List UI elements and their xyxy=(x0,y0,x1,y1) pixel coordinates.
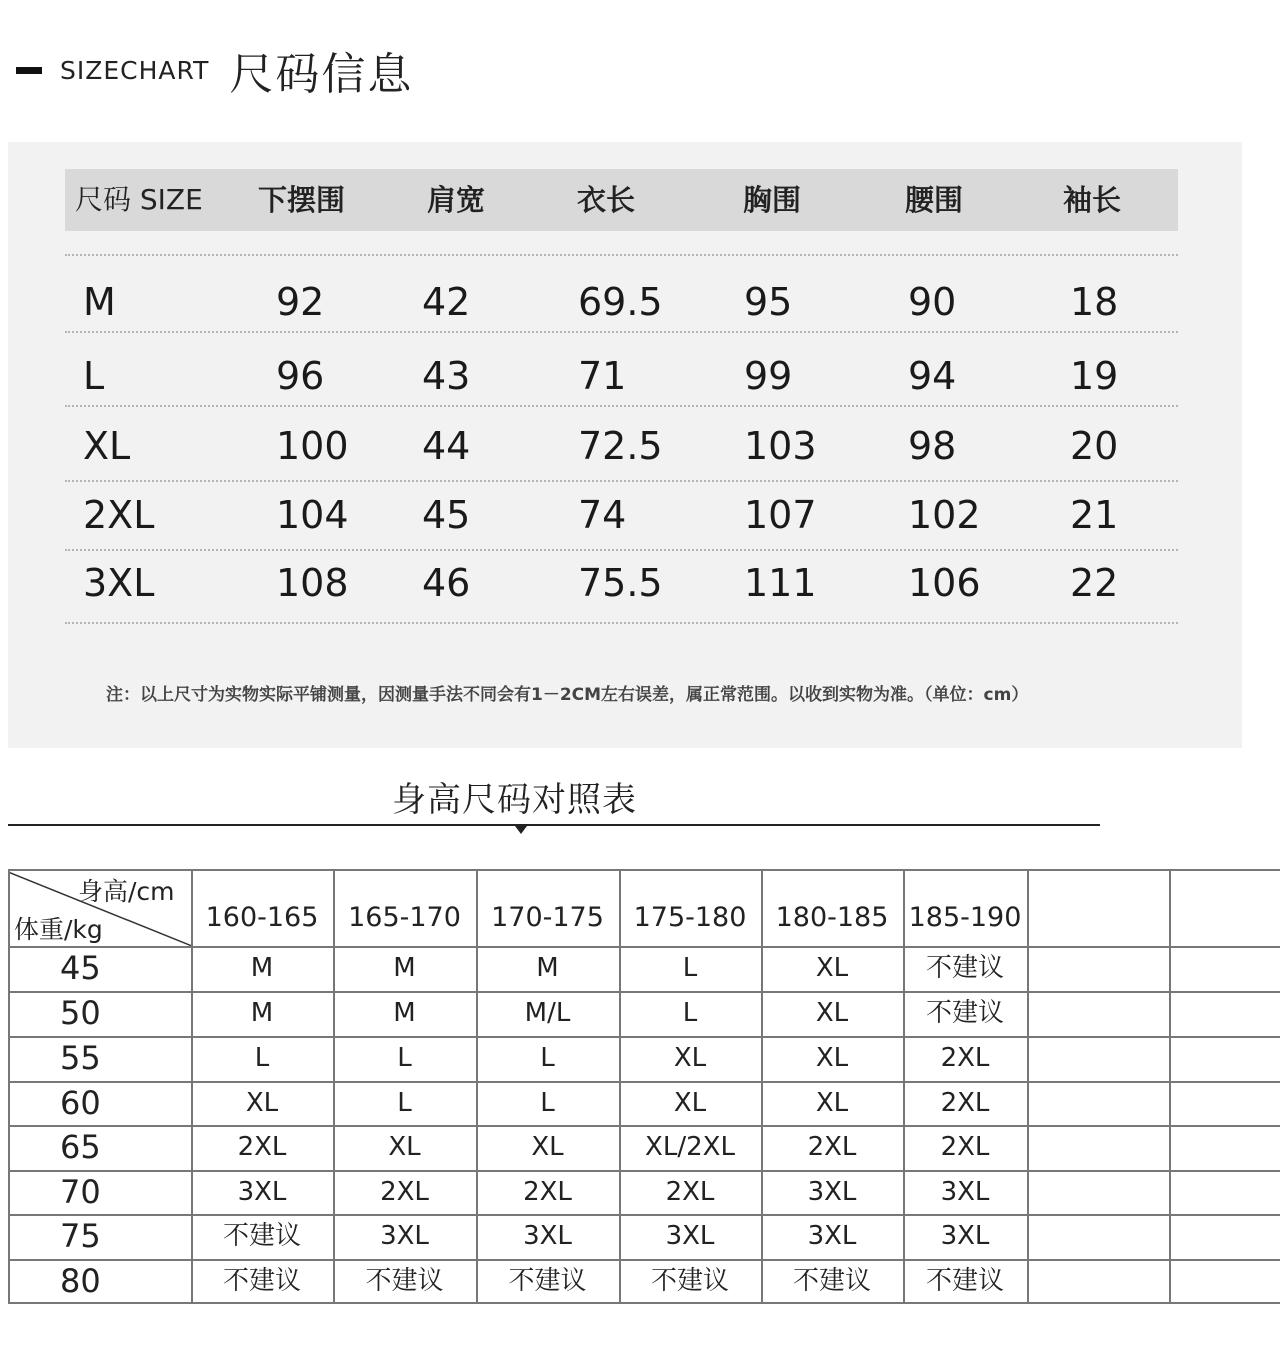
size-value: 104 xyxy=(276,493,349,537)
size-value: 94 xyxy=(908,354,957,398)
recommended-size: XL xyxy=(388,1132,421,1162)
size-value: 21 xyxy=(1070,493,1119,537)
recommended-size: M/L xyxy=(524,998,571,1028)
size-col-header: 衣长 xyxy=(577,183,636,217)
size-value: 102 xyxy=(908,493,981,537)
recommended-size: L xyxy=(540,1043,555,1073)
size-label: L xyxy=(83,354,105,398)
dotted-divider xyxy=(65,622,1178,624)
recommended-size: XL xyxy=(815,998,849,1028)
size-table-header xyxy=(65,169,1178,231)
recommended-size: 2XL xyxy=(940,1043,990,1073)
recommended-size: 3XL xyxy=(380,1221,429,1251)
weight-label: 75 xyxy=(60,1217,101,1255)
header-dash xyxy=(16,67,42,74)
size-value: 107 xyxy=(744,493,817,537)
weight-label: 80 xyxy=(60,1262,101,1300)
size-col-header: 腰围 xyxy=(905,183,964,217)
recommended-size: L xyxy=(397,1088,412,1118)
size-col-header: 胸围 xyxy=(743,183,802,217)
size-value: 98 xyxy=(908,424,957,468)
size-value: 44 xyxy=(422,424,471,468)
corner-weight-label: 体重/kg xyxy=(14,915,103,944)
weight-label: 50 xyxy=(60,994,101,1032)
height-range-header: 175-180 xyxy=(633,902,747,933)
recommended-size: 2XL xyxy=(940,1088,990,1118)
recommended-size: 2XL xyxy=(665,1177,715,1207)
size-value: 69.5 xyxy=(578,280,663,324)
size-chart-panel xyxy=(8,142,1242,748)
recommended-size: 3XL xyxy=(665,1221,715,1251)
recommended-size: 3XL xyxy=(940,1177,990,1207)
height-table-title: 身高尺码对照表 xyxy=(392,780,637,820)
size-value: 43 xyxy=(422,354,471,398)
recommended-size: 不建议 xyxy=(508,1266,587,1296)
recommended-size: L xyxy=(682,953,698,983)
recommended-size: 不建议 xyxy=(925,953,1004,983)
size-value: 72.5 xyxy=(578,424,663,468)
recommended-size: 不建议 xyxy=(365,1266,444,1296)
title-pointer xyxy=(515,826,527,834)
size-value: 103 xyxy=(744,424,817,468)
recommended-size: XL xyxy=(673,1043,707,1073)
size-value: 71 xyxy=(578,354,627,398)
recommended-size: 不建议 xyxy=(650,1266,729,1296)
recommended-size: L xyxy=(682,998,698,1028)
grid-row-line xyxy=(8,869,1280,871)
size-value: 20 xyxy=(1070,424,1119,468)
weight-label: 70 xyxy=(60,1173,101,1211)
height-range-header: 170-175 xyxy=(491,902,604,933)
recommended-size: XL xyxy=(673,1088,707,1118)
size-table-note: 注：以上尺寸为实物实际平铺测量，因测量手法不同会有1－2CM左右误差，属正常范围。以收到实物为准。（单位：cm） xyxy=(106,685,1029,705)
recommended-size: XL xyxy=(815,1088,849,1118)
recommended-size: M xyxy=(393,998,416,1028)
recommended-size: 2XL xyxy=(237,1132,287,1162)
grid-col-line xyxy=(1169,869,1171,1302)
size-value: 75.5 xyxy=(578,561,663,605)
corner-height-label: 身高/cm xyxy=(78,877,175,906)
recommended-size: XL xyxy=(531,1132,564,1162)
recommended-size: 3XL xyxy=(807,1221,857,1251)
dotted-divider xyxy=(65,405,1178,407)
recommended-size: 2XL xyxy=(380,1177,429,1207)
size-value: 106 xyxy=(908,561,981,605)
size-label: 3XL xyxy=(83,561,155,605)
recommended-size: M xyxy=(393,953,416,983)
size-value: 96 xyxy=(276,354,325,398)
size-col-header: 下摆围 xyxy=(258,183,346,217)
title-underline xyxy=(8,824,1100,826)
size-col-header: 袖长 xyxy=(1063,183,1122,217)
size-value: 92 xyxy=(276,280,325,324)
recommended-size: M xyxy=(250,998,274,1028)
recommended-size: 不建议 xyxy=(222,1221,301,1251)
size-col-header: 肩宽 xyxy=(427,183,486,217)
recommended-size: 2XL xyxy=(807,1132,857,1162)
height-range-header: 160-165 xyxy=(205,902,319,933)
dotted-divider xyxy=(65,549,1178,551)
recommended-size: L xyxy=(540,1088,555,1118)
recommended-size: L xyxy=(254,1043,270,1073)
size-col-header: 尺码 SIZE xyxy=(75,183,203,216)
size-value: 100 xyxy=(276,424,349,468)
recommended-size: M xyxy=(250,953,274,983)
recommended-size: 不建议 xyxy=(222,1266,301,1296)
size-value: 19 xyxy=(1070,354,1119,398)
page-header xyxy=(16,40,413,100)
dotted-divider xyxy=(65,331,1178,333)
recommended-size: XL/2XL xyxy=(645,1132,735,1162)
recommended-size: XL xyxy=(245,1088,279,1118)
size-value: 18 xyxy=(1070,280,1119,324)
size-value: 99 xyxy=(744,354,793,398)
weight-label: 45 xyxy=(60,949,101,987)
recommended-size: 3XL xyxy=(237,1177,287,1207)
dotted-divider xyxy=(65,254,1178,256)
recommended-size: XL xyxy=(815,1043,849,1073)
recommended-size: 3XL xyxy=(940,1221,990,1251)
recommended-size: 2XL xyxy=(523,1177,572,1207)
grid-col-line xyxy=(8,869,10,1302)
size-value: 95 xyxy=(744,280,793,324)
size-value: 42 xyxy=(422,280,471,324)
recommended-size: 不建议 xyxy=(792,1266,871,1296)
size-label: M xyxy=(83,280,116,324)
grid-col-line xyxy=(1027,869,1029,1302)
size-value: 90 xyxy=(908,280,957,324)
size-value: 45 xyxy=(422,493,471,537)
size-value: 108 xyxy=(276,561,349,605)
recommended-size: 不建议 xyxy=(925,998,1004,1028)
recommended-size: 2XL xyxy=(940,1132,990,1162)
weight-label: 55 xyxy=(60,1039,101,1077)
recommended-size: 不建议 xyxy=(925,1266,1004,1296)
recommended-size: L xyxy=(397,1043,412,1073)
recommended-size: M xyxy=(536,953,559,983)
dotted-divider xyxy=(65,480,1178,482)
weight-label: 65 xyxy=(60,1128,101,1166)
size-value: 74 xyxy=(578,493,627,537)
size-label: 2XL xyxy=(83,493,155,537)
recommended-size: 3XL xyxy=(807,1177,857,1207)
height-range-header: 180-185 xyxy=(775,902,889,933)
size-value: 46 xyxy=(422,561,471,605)
weight-label: 60 xyxy=(60,1084,101,1122)
size-value: 22 xyxy=(1070,561,1119,605)
header-english-title: SIZECHART xyxy=(60,55,210,85)
recommended-size: 3XL xyxy=(523,1221,572,1251)
height-range-header: 165-170 xyxy=(348,902,461,933)
recommended-size: XL xyxy=(815,953,849,983)
size-value: 111 xyxy=(744,561,817,605)
size-label: XL xyxy=(83,424,131,468)
height-range-header: 185-190 xyxy=(908,902,1022,933)
header-chinese-title: 尺码信息 xyxy=(229,49,414,100)
